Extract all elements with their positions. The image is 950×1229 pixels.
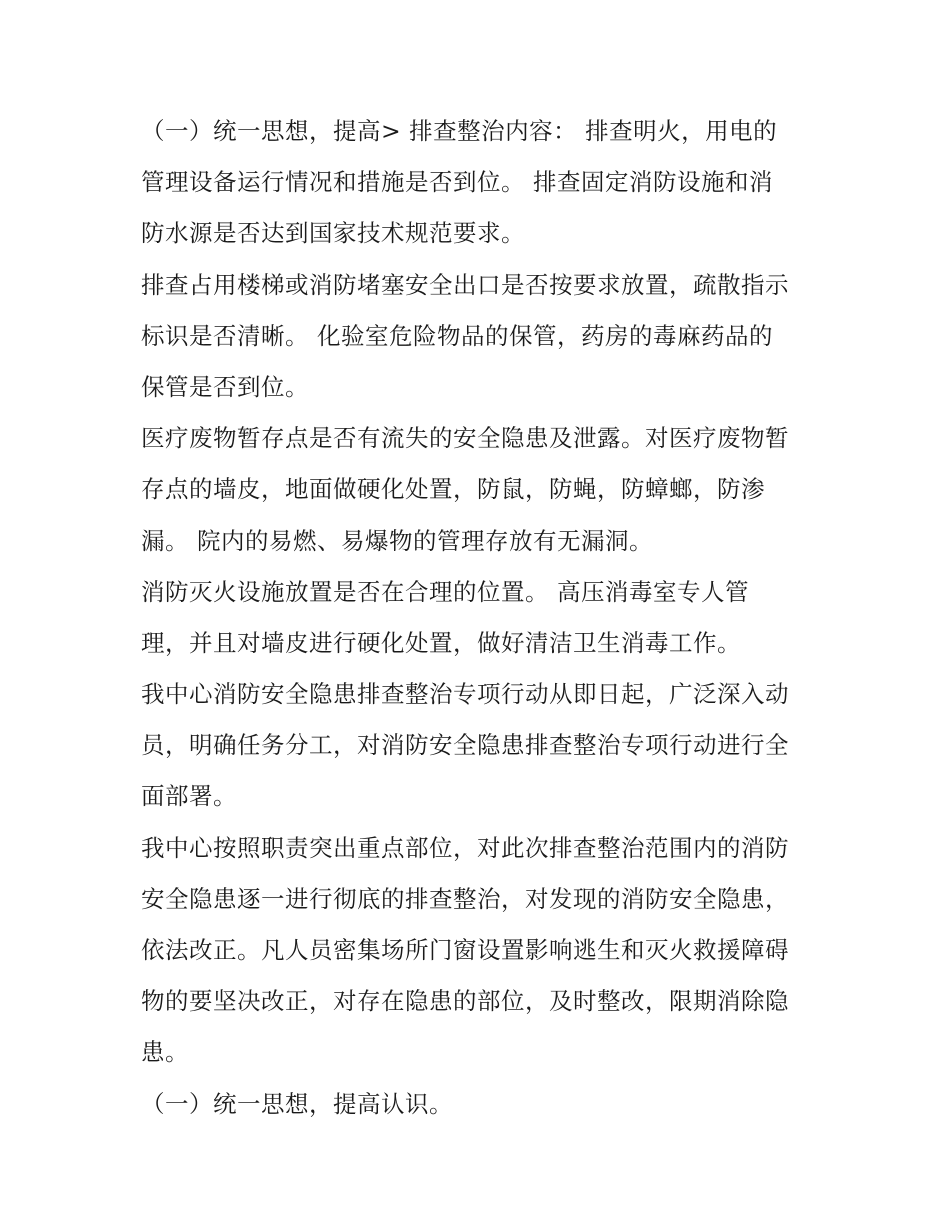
text-line: 标识是否清晰。 化验室危险物品的保管，药房的毒麻药品的 xyxy=(141,321,773,350)
text-line: 医疗废物暂存点是否有流失的安全隐患及泄露。对医疗废物暂 xyxy=(141,424,789,453)
text-line: 管理设备运行情况和措施是否到位。 排查固定消防设施和消 xyxy=(141,168,773,197)
text-line: 保管是否到位。 xyxy=(141,372,309,401)
text-line: 我中心按照职责突出重点部位，对此次排查整治范围内的消防 xyxy=(141,833,789,862)
document-body xyxy=(141,106,811,1130)
text-line: 患。 xyxy=(141,1038,189,1067)
text-line: 防水源是否达到国家技术规范要求。 xyxy=(141,219,525,248)
text-line: 存点的墙皮，地面做硬化处置，防鼠，防蝇，防蟑螂，防渗 xyxy=(141,475,765,504)
text-line: 物的要坚决改正，对存在隐患的部位，及时整改，限期消除隐 xyxy=(141,987,789,1016)
text-line: 安全隐患逐一进行彻底的排查整治，对发现的消防安全隐患， xyxy=(141,884,789,913)
text-line: 消防灭火设施放置是否在合理的位置。 高压消毒室专人管 xyxy=(141,577,749,606)
text-line: 理，并且对墙皮进行硬化处置，做好清洁卫生消毒工作。 xyxy=(141,628,741,657)
text-line: 我中心消防安全隐患排查整治专项行动从即日起，广泛深入动 xyxy=(141,680,789,709)
text-line: （一）统一思想，提高> 排查整治内容： 排查明火，用电的 xyxy=(141,117,778,145)
text-line: 排查占用楼梯或消防堵塞安全出口是否按要求放置，疏散指示 xyxy=(141,270,789,299)
text-line: 漏。 院内的易燃、易爆物的管理存放有无漏洞。 xyxy=(141,526,653,555)
text-line: （一）统一思想，提高认识。 xyxy=(141,1089,453,1118)
text-line: 面部署。 xyxy=(141,782,237,811)
text-line: 依法改正。凡人员密集场所门窗设置影响逃生和灭火救援障碍 xyxy=(141,936,789,964)
text-line: 员，明确任务分工，对消防安全隐患排查整治专项行动进行全 xyxy=(141,731,789,760)
